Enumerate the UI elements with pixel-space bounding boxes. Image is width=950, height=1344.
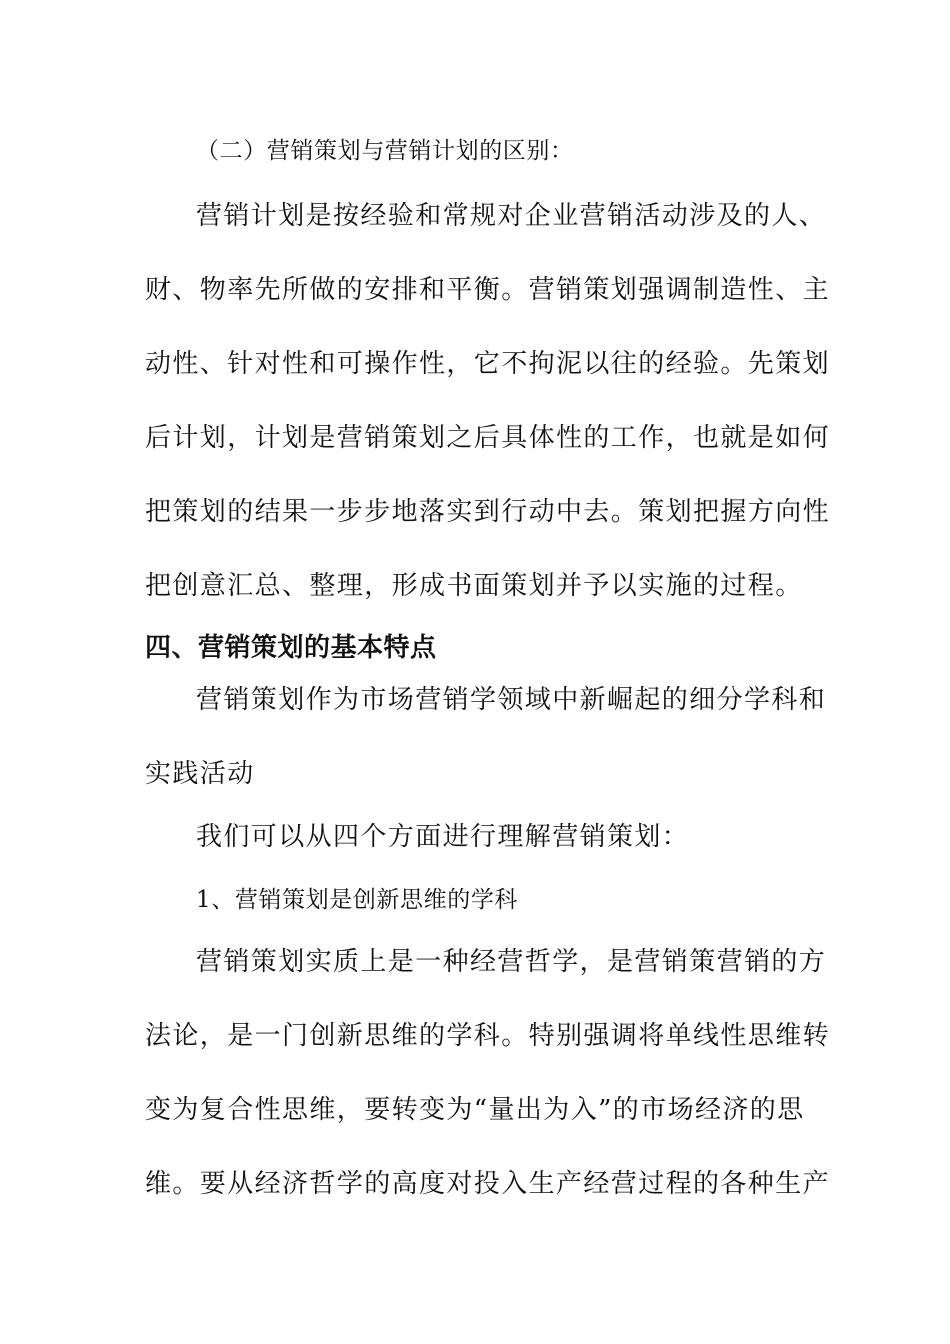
section-heading: 四、营销策划的基本特点 <box>145 633 437 663</box>
paragraph-line: 维。要从经济哲学的高度对投入生产经营过程的各种生产 <box>145 1169 831 1199</box>
list-item: 1、营销策划是创新思维的学科 <box>196 887 519 913</box>
paragraph-line: 营销策划实质上是一种经营哲学，是营销策营销的方 <box>196 947 827 977</box>
paragraph-line: 后计划，计划是营销策划之后具体性的工作，也就是如何 <box>145 423 831 453</box>
paragraph-line: 营销策划作为市场营销学领域中新崛起的细分学科和 <box>196 685 827 715</box>
paragraph-line: 营销计划是按经验和常规对企业营销活动涉及的人、 <box>196 201 827 231</box>
paragraph-line: 变为复合性思维，要转变为“量出为入”的市场经济的思 <box>145 1095 805 1125</box>
sub-heading: （二）营销策划与营销计划的区别： <box>196 138 574 164</box>
paragraph-line: 把创意汇总、整理，形成书面策划并予以实施的过程。 <box>145 571 803 601</box>
paragraph-line: 动性、针对性和可操作性，它不拘泥以往的经验。先策划 <box>145 349 831 379</box>
paragraph-line: 法论，是一门创新思维的学科。特别强调将单线性思维转 <box>145 1021 831 1051</box>
paragraph-line: 把策划的结果一步步地落实到行动中去。策划把握方向性 <box>145 497 831 527</box>
paragraph-line: 我们可以从四个方面进行理解营销策划： <box>196 822 690 852</box>
paragraph-line: 财、物率先所做的安排和平衡。营销策划强调制造性、主 <box>145 275 831 305</box>
paragraph-line: 实践活动 <box>145 759 255 789</box>
